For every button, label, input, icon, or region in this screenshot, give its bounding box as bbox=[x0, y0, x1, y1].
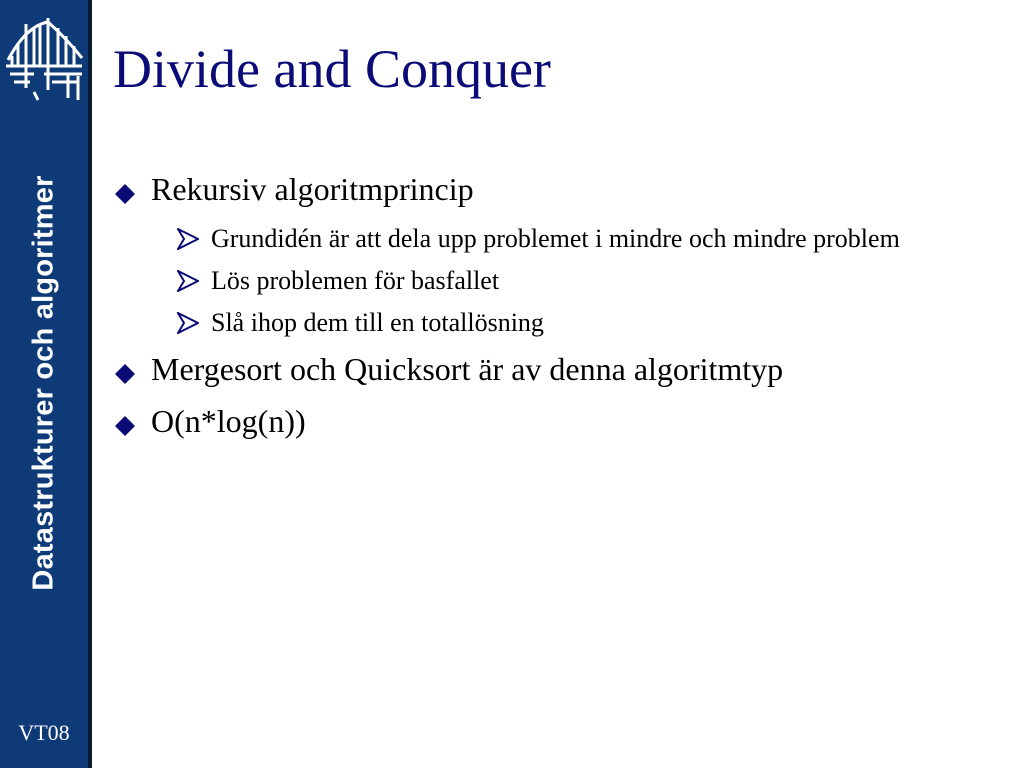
slide-title: Divide and Conquer bbox=[113, 39, 551, 99]
diamond-bullet-icon bbox=[115, 364, 135, 384]
arrowhead-bullet-icon bbox=[177, 228, 199, 250]
bullet-item bbox=[113, 402, 1004, 440]
sub-bullet-text: Grundidén är att dela upp problemet i mindre och mindre problem bbox=[211, 224, 900, 253]
diamond-bullet-icon bbox=[115, 184, 135, 204]
sub-bullet-item bbox=[113, 222, 1004, 256]
bullet-text: Rekursiv algoritmprincip bbox=[151, 171, 474, 207]
slide-content bbox=[113, 170, 1004, 454]
term-label: VT08 bbox=[18, 720, 70, 745]
bullet-text: Mergesort och Quicksort är av denna algoritmtyp bbox=[151, 351, 784, 387]
bullet-item bbox=[113, 170, 1004, 208]
sub-bullet-item bbox=[113, 306, 1004, 340]
bullet-text: O(n*log(n)) bbox=[151, 403, 306, 439]
diamond-bullet-icon bbox=[115, 416, 135, 436]
arrowhead-bullet-icon bbox=[177, 312, 199, 334]
arrowhead-bullet-icon bbox=[177, 270, 199, 292]
sub-bullet-list bbox=[113, 222, 1004, 340]
sub-bullet-text: Lös problemen för basfallet bbox=[211, 266, 500, 295]
sub-bullet-item bbox=[113, 264, 1004, 298]
bullet-item bbox=[113, 350, 1004, 388]
sidebar bbox=[0, 0, 88, 768]
bridge-logo-icon bbox=[4, 18, 84, 104]
sidebar-shadow bbox=[88, 0, 92, 768]
sub-bullet-text: Slå ihop dem till en totallösning bbox=[211, 308, 544, 337]
course-title: Datastrukturer och algoritmer bbox=[27, 175, 60, 591]
